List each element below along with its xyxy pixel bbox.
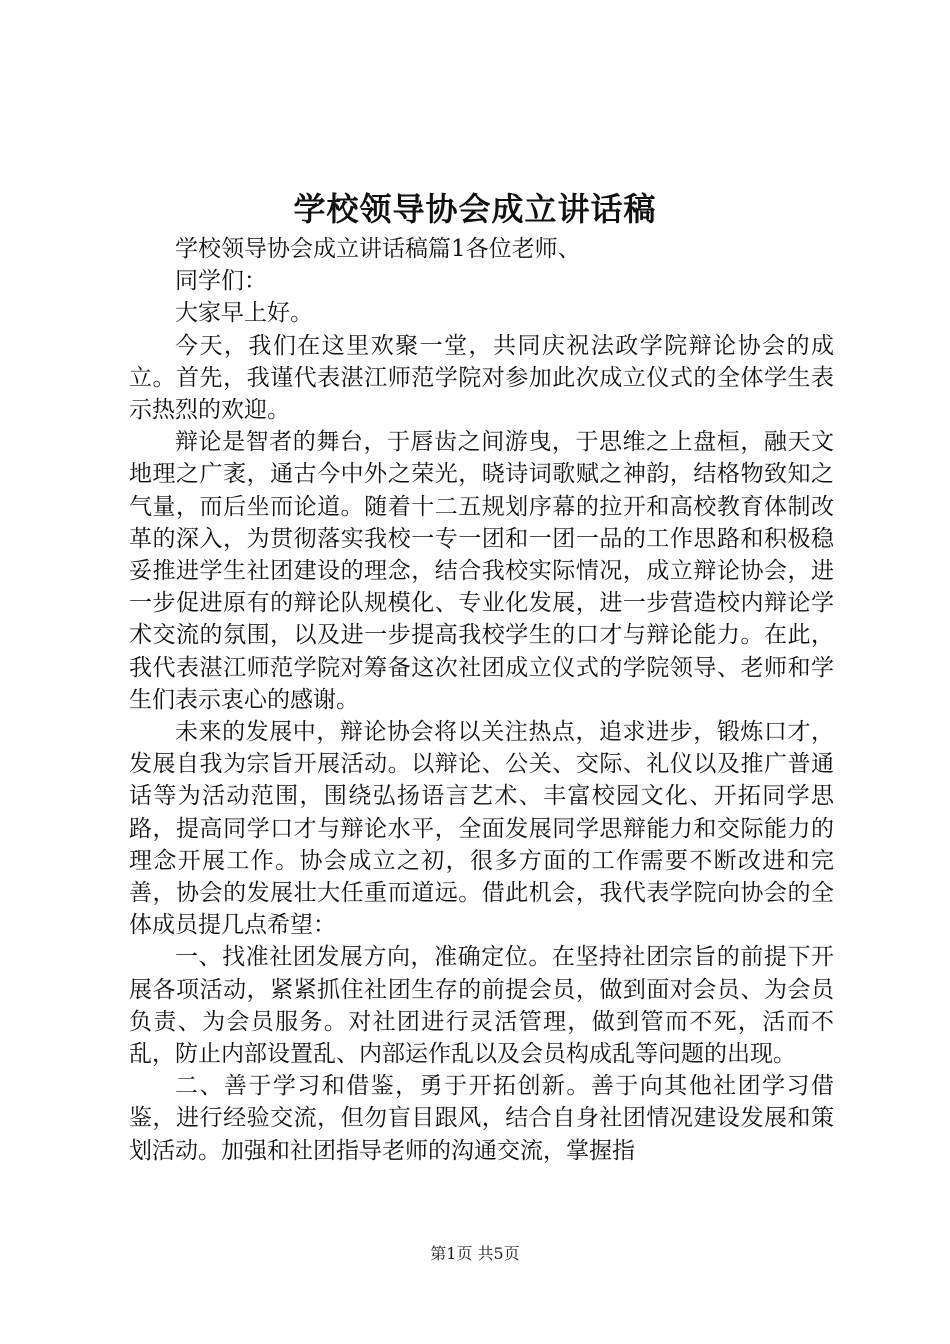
- document-body: [129, 233, 834, 1167]
- paragraph-greeting-line-2: 同学们：: [175, 268, 267, 295]
- paragraph-welcome: 今天，我们在这里欢聚一堂，共同庆祝法政学院辩论协会的成立。首先，我谨代表湛江师范学院对参加此次成立仪式的全体学生表示热烈的欢迎。: [129, 332, 834, 424]
- paragraph-hope-two: 二、善于学习和借鉴，勇于开拓创新。善于向其他社团学习借鉴，进行经验交流，但勿盲目跟风，结合自身社团情况建设发展和策划活动。加强和社团指导老师的沟通交流，掌握指: [129, 1073, 834, 1164]
- document-title: 学校领导协会成立讲话稿: [293, 190, 657, 228]
- paragraph-future-development: 未来的发展中，辩论协会将以关注热点，追求进步，锻炼口才，发展自我为宗旨开展活动。以辩论、公关、交际、礼仪以及推广普通话等为活动范围，围绕弘扬语言艺术、丰富校园文化、开拓同学思路，提高同学口才与辩论水平，全面发展同学思辩能力和交际能力的理念开展工作。协会成立之初，很多方面的工作需要不断改进和完善，协会的发展壮大任重而道远。借此机会，我代表学院向协会的全体成员提几点希望：: [129, 719, 834, 939]
- page-footer: 第1页 共5页: [430, 1244, 520, 1263]
- paragraph-debate-intro: 辩论是智者的舞台，于唇齿之间游曳，于思维之上盘桓，融天文地理之广袤，通古今中外之荣光，晓诗词歌赋之神韵，结格物致知之气量，而后坐而论道。随着十二五规划序幕的拉开和高校教育体制改革的深入，为贯彻落实我校一专一团和一团一品的工作思路和积极稳妥推进学生社团建设的理念，结合我校实际情况，成立辩论协会，进一步促进原有的辩论队规模化、专业化发展，进一步营造校内辩论学术交流的氛围，以及进一步提高我校学生的口才与辩论能力。在此，我代表湛江师范学院对筹备这次社团成立仪式的学院领导、老师和学生们表示衷心的感谢。: [129, 429, 834, 713]
- paragraph-good-morning: 大家早上好。: [175, 300, 313, 327]
- paragraph-hope-one: 一、找准社团发展方向，准确定位。在坚持社团宗旨的前提下开展各项活动，紧紧抓住社团生存的前提会员，做到面对会员、为会员负责、为会员服务。对社团进行灵活管理，做到管而不死，活而不乱，防止内部设置乱、内部运作乱以及会员构成乱等问题的出现。: [129, 944, 834, 1068]
- paragraph-greeting-line-1: 学校领导协会成立讲话稿篇1各位老师、: [175, 236, 581, 262]
